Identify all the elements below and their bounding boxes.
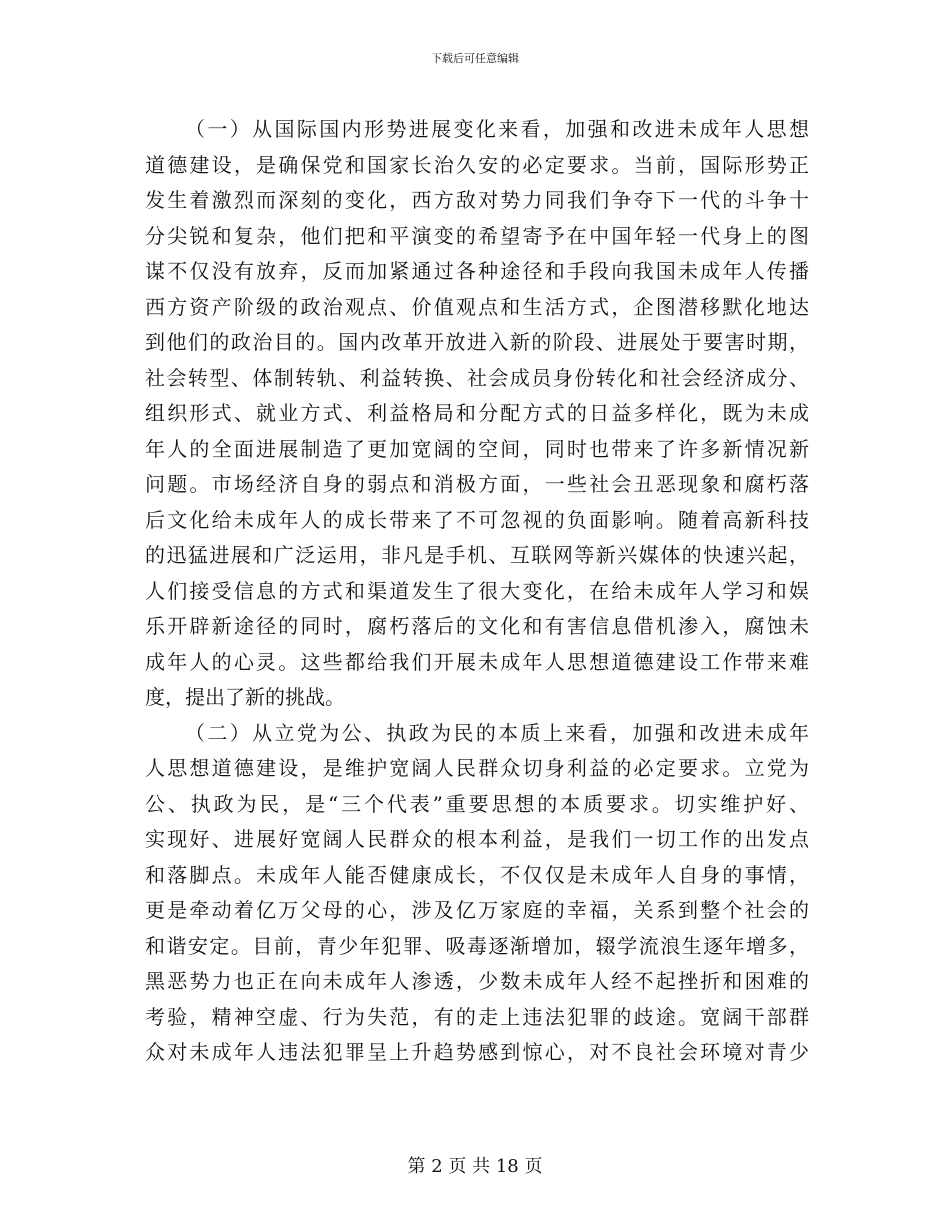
paragraph-line: 人们接受信息的方式和渠道发生了很大变化，在给未成年人学习和娱 [145,578,809,603]
paragraph-line: 实现好、进展好宽阔人民群众的根本利益，是我们一切工作的出发点 [145,827,809,851]
paragraph-line: 和谐安定。目前，青少年犯罪、吸毒逐渐增加，辍学流浪生逐年增多， [145,933,809,958]
paragraph-line: 公、执政为民，是“三个代表”重要思想的本质要求。切实维护好、 [145,791,809,816]
paragraph-line: （一）从国际国内形势进展变化来看，加强和改进未成年人思想 [185,117,809,141]
paragraph-line: 发生着激烈而深刻的变化，西方敌对势力同我们争夺下一代的斗争十 [145,188,809,212]
paragraph-line: 社会转型、体制转轨、利益转换、社会成员身份转化和社会经济成分、 [145,365,809,390]
paragraph-2 [145,716,809,1071]
page-number-footer: 第 2 页 共 18 页 [407,1156,543,1177]
paragraph-1 [145,112,809,716]
paragraph-line: 乐开辟新途径的同时，腐朽落后的文化和有害信息借机渗入，腐蚀未 [145,614,809,638]
paragraph-line: 问题。市场经济自身的弱点和消极方面，一些社会丑恶现象和腐朽落 [145,472,809,496]
paragraph-line: 的迅猛进展和广泛运用，非凡是手机、互联网等新兴媒体的快速兴起， [145,543,809,567]
paragraph-line: 后文化给未成年人的成长带来了不可忽视的负面影响。随着高新科技 [145,507,809,532]
paragraph-line: 分尖锐和复杂，他们把和平演变的希望寄予在中国年轻一代身上的图 [145,223,809,248]
paragraph-line: 人思想道德建设，是维护宽阔人民群众切身利益的必定要求。立党为 [145,756,809,780]
paragraph-line: 众对未成年人违法犯罪呈上升趋势感到惊心，对不良社会环境对青少 [145,1040,809,1064]
paragraph-line: 考验，精神空虚、行为失范，有的走上违法犯罪的歧途。宽阔干部群 [145,1004,809,1029]
paragraph-line: 年人的全面进展制造了更加宽阔的空间，同时也带来了许多新情况新 [145,436,809,461]
paragraph-line: 度，提出了新的挑战。 [145,685,345,709]
paragraph-line: 道德建设，是确保党和国家长治久安的必定要求。当前，国际形势正 [145,152,809,177]
paragraph-line: 成年人的心灵。这些都给我们开展未成年人思想道德建设工作带来难 [145,649,809,674]
paragraph-line: 黑恶势力也正在向未成年人渗透，少数未成年人经不起挫折和困难的 [145,969,809,993]
document-body [145,112,809,1071]
paragraph-line: （二）从立党为公、执政为民的本质上来看，加强和改进未成年 [185,720,809,745]
paragraph-line: 西方资产阶级的政治观点、价值观点和生活方式，企图潜移默化地达 [145,294,809,319]
paragraph-line: 组织形式、就业方式、利益格局和分配方式的日益多样化，既为未成 [145,401,809,425]
paragraph-line: 更是牵动着亿万父母的心，涉及亿万家庭的幸福，关系到整个社会的 [145,898,809,922]
page-header: 下载后可任意编辑 [431,52,519,65]
paragraph-line: 谋不仅没有放弃，反而加紧通过各种途径和手段向我国未成年人传播 [145,259,809,283]
paragraph-line: 到他们的政治目的。国内改革开放进入新的阶段、进展处于要害时期， [145,330,809,354]
paragraph-line: 和落脚点。未成年人能否健康成长，不仅仅是未成年人自身的事情， [145,862,809,887]
